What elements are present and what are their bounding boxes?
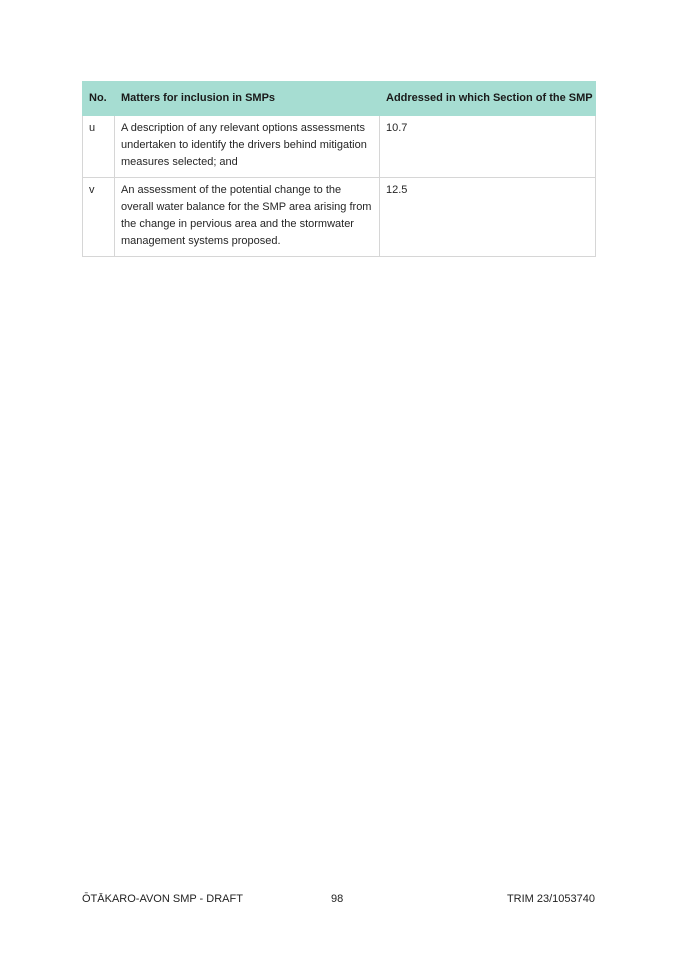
table-row: [83, 116, 596, 178]
page-footer: [82, 893, 595, 909]
footer-trim-reference: TRIM 23/1053740: [506, 893, 595, 905]
row-section: 12.5: [380, 178, 596, 257]
row-no: v: [83, 178, 115, 257]
row-section: 10.7: [380, 116, 596, 178]
row-matters: A description of any relevant options assessments undertaken to identify the drivers behind mitigation measures selected; and: [115, 116, 380, 178]
table-row: [83, 178, 596, 257]
row-no: u: [83, 116, 115, 178]
header-section: Addressed in which Section of the SMP: [380, 82, 596, 116]
table-header-row: [83, 82, 596, 116]
footer-page-number: 98: [331, 893, 344, 905]
row-matters: An assessment of the potential change to the overall water balance for the SMP area arising from the change in pervious area and the stormwater management systems proposed.: [115, 178, 380, 257]
header-matters: Matters for inclusion in SMPs: [115, 82, 380, 116]
header-no: No.: [83, 82, 115, 116]
smp-matters-table: [82, 81, 596, 257]
footer-document-title: ŌTĀKARO-AVON SMP - DRAFT: [82, 893, 243, 905]
